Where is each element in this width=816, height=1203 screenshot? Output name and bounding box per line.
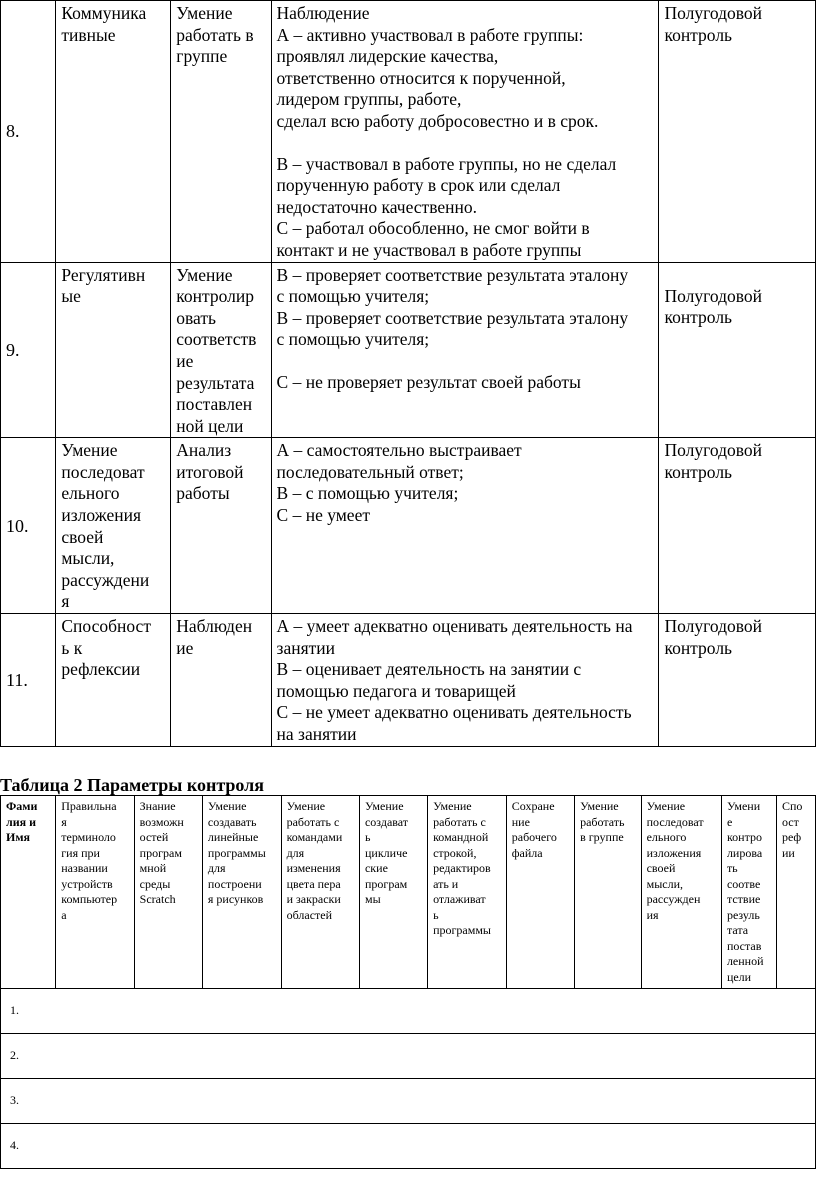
competence-line: тивные [61,24,116,45]
header-line: тата [726,923,749,937]
criterion-line: овать [176,307,216,328]
control-line: Полугодовой [664,3,762,23]
header-line: работать [580,814,625,829]
control-line: контроль [664,307,733,328]
student-row-number: 2. [1,1034,816,1079]
header-line: тствие [726,892,761,906]
header-line: Фами [6,799,38,813]
header-line: устройств [61,876,113,891]
header-line: цели [726,969,752,984]
header-line: в группе [580,830,624,844]
header-line: ть [726,861,738,875]
criterion-cell [171,1,271,263]
method-line: В – с помощью учителя; [276,483,459,504]
table2-header-cell [641,796,721,989]
header-line: построени [207,876,262,891]
control-cell [659,438,816,614]
criterion-line: Анализ [176,440,232,461]
table2-data-row [1,1079,816,1124]
header-line: я рисунков [207,892,264,906]
header-line: работать с [433,814,486,829]
criterion-cell [171,262,271,438]
criterion-line: ие [176,350,194,371]
table2-header-cell [575,796,642,989]
method-line: А – умеет адекватно оценивать деятельность на [276,616,633,637]
criterion-line: группе [176,46,228,67]
method-line: С – не проверяет результат своей работы [276,371,581,392]
competence-line: последоват [61,461,145,482]
header-line: для [207,861,226,875]
criterion-line: результата [176,372,255,393]
header-line: редактиров [433,861,491,875]
criterion-line: работы [176,483,230,504]
header-line: Сохране [511,799,555,813]
competence-line: ые [61,286,81,307]
criterion-line: Умение [176,264,233,285]
header-line: Правильна [61,799,117,813]
competence-line: мысли, [61,548,115,569]
competence-line: ельного [61,483,120,504]
competence-line: я [61,591,70,612]
header-line: ельного [646,830,687,844]
table2-data-row [1,1124,816,1169]
criterion-line: работать в [176,24,254,45]
header-line: рассужден [646,892,701,906]
header-line: файла [511,845,543,860]
control-line [664,265,811,286]
competence-line: Умение [61,440,118,461]
criterion-line: ие [176,637,194,658]
method-line: В – проверяет соответствие результата эталону [276,307,629,328]
header-line: мысли, [646,876,683,891]
control-line: Полугодовой [664,616,762,637]
header-line: лирова [726,845,763,860]
method-line: В – оценивает деятельность на занятии с [276,659,582,680]
criterion-line: ной цели [176,415,244,436]
header-line: программы [207,845,266,860]
criteria-row [1,1,816,263]
competence-line: своей [61,526,104,547]
header-line: програм [139,845,182,860]
criterion-cell [171,438,271,614]
table2-header-cell [359,796,427,989]
control-cell [659,614,816,747]
table2-header-cell [721,796,776,989]
table2-header-cell [134,796,202,989]
competence-line: рассуждени [61,569,150,590]
header-line: последоват [646,814,704,829]
control-cell [659,262,816,438]
header-line: а [61,907,67,922]
header-line: ские [364,861,388,875]
method-line: недостаточно качественно. [276,196,477,217]
table2-header-row [1,796,816,989]
header-line: ия [646,907,659,922]
table2-header-cell [428,796,507,989]
table2-header-cell [202,796,281,989]
header-line: контро [726,830,762,844]
method-line: с помощью учителя; [276,286,430,307]
header-line: для [286,845,305,860]
student-row-number: 4. [1,1124,816,1169]
student-row-number: 1. [1,989,816,1034]
competence-line: Коммуника [61,3,147,23]
control-parameters-table [0,795,816,1169]
method-line: помощью педагога и товарищей [276,680,516,701]
method-line: последовательный ответ; [276,461,464,482]
method-line: сделал всю работу добросовестно и в срок. [276,110,599,131]
criteria-row [1,438,816,614]
header-line: ать и [433,876,459,891]
header-line: постав [726,938,762,953]
competence-cell [56,1,171,263]
header-line: компьютер [61,892,118,906]
header-line: Умение [364,799,404,813]
method-line: В – проверяет соответствие результата эталону [276,264,629,285]
table2-header-cell [506,796,574,989]
method-line: С – не умеет адекватно оценивать деятельность [276,702,632,723]
table2-header-cell [776,796,815,989]
header-line: Умение [646,799,686,813]
control-cell [659,1,816,263]
row-number: 10. [1,438,56,614]
header-line: ь [433,907,439,922]
header-line: Умение [580,799,619,813]
header-line: цикличе [364,845,408,860]
table2-header-cell [56,796,134,989]
table2-data-row [1,989,816,1034]
competence-cell [56,262,171,438]
header-line: остей [139,830,169,844]
competence-line: Способност [61,616,151,637]
header-line: Умени [726,799,761,813]
header-line: Scratch [139,892,176,906]
method-line: на занятии [276,724,357,744]
header-line: возможн [139,814,184,829]
competence-line: Регулятивн [61,264,146,285]
header-line: гия при [61,845,100,860]
header-line: ние [511,814,530,829]
control-line: Полугодовой [664,285,762,306]
row-number: 8. [1,1,56,263]
method-line: А – активно участвовал в работе группы: [276,24,584,45]
competence-cell [56,614,171,747]
header-line: командной [433,830,489,844]
header-line: реф [781,830,802,844]
criterion-line: Наблюден [176,616,253,637]
header-line: е [726,814,733,829]
header-line: мы [364,892,381,906]
header-line: изложения [646,845,702,860]
competence-line: изложения [61,505,142,526]
student-row-number: 3. [1,1079,816,1124]
competence-cell [56,438,171,614]
method-cell [271,262,659,438]
criterion-line: контролир [176,286,254,307]
header-line: лия и [6,814,37,829]
header-line: программы [433,923,491,937]
header-line: терминоло [61,830,116,844]
control-line: Полугодовой [664,440,762,461]
criterion-line: соответств [176,329,257,350]
header-line: ии [781,845,795,860]
method-line: контакт и не участвовал в работе группы [276,239,582,260]
header-line: названии [61,861,108,875]
method-line [277,133,655,154]
method-line: ответственно относится к порученной, [276,67,566,88]
header-line: изменения [286,861,341,875]
header-line: работать с [286,814,340,829]
header-line: Умение [207,799,247,813]
method-line: С – не умеет [276,505,370,526]
method-cell [271,614,659,747]
method-line: лидером группы, работе, [276,89,462,110]
table2-header-cell [1,796,56,989]
header-line: создавать [207,814,257,829]
method-cell [271,1,659,263]
header-line: линейные [207,830,259,844]
criterion-line: Умение [176,3,233,23]
competence-line: ь к [61,637,83,658]
criterion-line: поставлен [176,394,253,415]
method-line: с помощью учителя; [276,329,430,350]
method-cell [271,438,659,614]
table2-header-cell [281,796,359,989]
header-line: отлаживат [433,892,486,906]
header-line: среды [139,876,171,891]
method-line: порученную работу в срок или сделал [276,175,561,196]
control-line: контроль [664,461,733,482]
method-line [277,351,655,372]
table2-caption: Таблица 2 Параметры контроля [0,775,265,795]
control-line: контроль [664,24,733,45]
criterion-line: итоговой [176,461,244,482]
header-line: рабочего [511,830,557,844]
competence-line: рефлексии [61,659,141,680]
method-line: С – работал обособленно, не смог войти в [276,218,590,239]
header-line: областей [286,907,333,922]
header-line: создават [364,814,409,829]
criterion-cell [171,614,271,747]
header-line: своей [646,861,676,875]
header-line: соотве [726,876,761,891]
header-line: ь [364,830,371,844]
header-line: я [61,814,67,829]
header-line: цвета пера [286,876,341,891]
header-line: Знание [139,799,176,813]
header-line: програм [364,876,408,891]
header-line: резуль [726,907,760,922]
method-line: занятии [276,637,336,658]
method-line: проявлял лидерские качества, [276,46,499,67]
method-line: А – самостоятельно выстраивает [276,440,522,461]
header-line: командами [286,830,343,844]
header-line: ленной [726,954,764,968]
header-line: Спо [781,799,803,813]
control-line: контроль [664,637,733,658]
header-line: мной [139,861,167,875]
header-line: и закраски [286,892,341,906]
row-number: 9. [1,262,56,438]
method-line: В – участвовал в работе группы, но не сделал [276,153,617,174]
criteria-row [1,614,816,747]
row-number: 11. [1,614,56,747]
header-line: строкой, [433,845,477,860]
header-line: ост [781,814,799,829]
table2-data-row [1,1034,816,1079]
header-line: Имя [6,830,30,844]
header-line: Умение [286,799,326,813]
header-line: Умение [433,799,472,813]
method-line: Наблюдение [276,3,370,23]
criteria-row [1,262,816,438]
